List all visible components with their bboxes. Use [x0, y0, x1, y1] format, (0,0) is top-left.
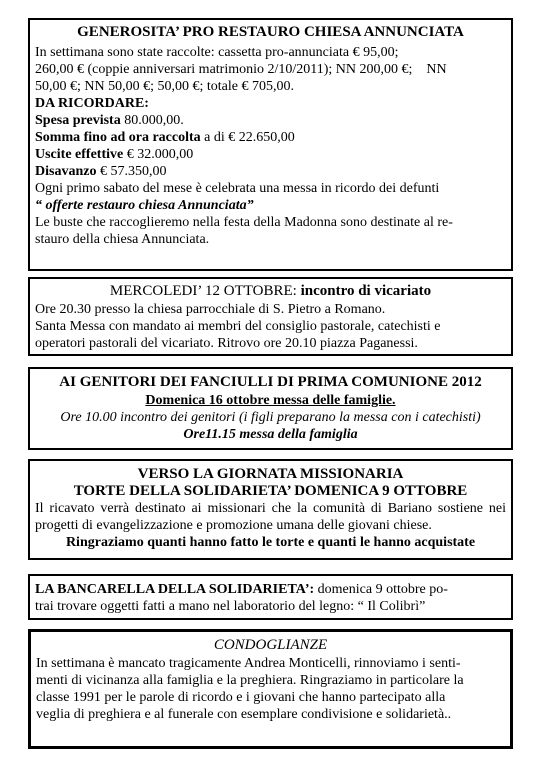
envelopes-line-2: stauro della chiesa Annunciata. [35, 232, 210, 247]
missionary-body: Il ricavato verrà destinato ai missionari che la comunità di Bariano sostiene nei progetti di evangelizzazione e promozione umana delle giovani chiese. [35, 501, 506, 533]
vicariate-line-3: operatori pastorali del vicariato. Ritrovo ore 20.10 piazza Paganessi. [35, 336, 418, 351]
disavanzo-value: € 57.350,00 [96, 164, 167, 179]
condolences-line-1: In settimana è mancato tragicamente Andrea Monticelli, rinnoviamo i senti- [36, 656, 461, 671]
vicariate-heading [35, 283, 506, 300]
uscite-row [35, 146, 506, 163]
disavanzo-label: Disavanzo [35, 164, 97, 179]
solidarity-stall-box [28, 574, 513, 620]
spesa-value: 80.000,00. [120, 113, 184, 128]
somma-label: Somma fino ad ora raccolta [35, 130, 201, 145]
vicariate-heading-rest: incontro di vicariato [296, 283, 432, 299]
parents-meeting: Ore 10.00 incontro dei genitori (i figli preparano la messa con i catechisti) [60, 410, 481, 425]
uscite-value: € 32.000,00 [123, 147, 194, 162]
condolences-line-2: menti di vicinanza alla famiglia e la preghiera. Ringraziamo in particolare la [36, 673, 464, 688]
donations-line-3: 50,00 €; NN 50,00 €; 50,00 €; totale € 705,00. [35, 79, 294, 94]
missionary-thanks: Ringraziamo quanti hanno fatto le torte e quanti le hanno acquistate [65, 535, 476, 550]
donations-line-2: 260,00 € (coppie anniversari matrimonio 2/10/2011); NN 200,00 €; NN [35, 62, 447, 77]
somma-value: a di € 22.650,00 [200, 130, 295, 145]
uscite-label: Uscite effettive [35, 147, 124, 162]
missionary-title-1: VERSO LA GIORNATA MISSIONARIA [137, 466, 404, 482]
vicariate-line-2: Santa Messa con mandato ai membri del consiglio pastorale, catechisti e [35, 319, 441, 334]
donations-title: GENEROSITA’ PRO RESTAURO CHIESA ANNUNCIATA [77, 24, 464, 40]
mass-line: Ogni primo sabato del mese è celebrata una messa in ricordo dei defunti [35, 181, 440, 196]
condolences-line-3: classe 1991 per le parole di ricordo e i giovani che hanno partecipato alla [36, 690, 446, 705]
stall-line-2: trai trovare oggetti fatti a mano nel laboratorio del legno: “ Il Colibrì” [35, 599, 426, 614]
mass-quote: “ offerte restauro chiesa Annunciata” [35, 198, 254, 213]
somma-row [35, 129, 506, 146]
disavanzo-row [35, 163, 506, 180]
vicariate-date: MERCOLEDI’ 12 OTTOBRE: [109, 283, 297, 299]
remember-heading: DA RICORDARE: [35, 96, 149, 111]
condolences-box [28, 629, 513, 749]
vicariate-box [28, 277, 513, 356]
stall-line-1 [35, 581, 506, 598]
condolences-line-4: veglia di preghiera e al funerale con esemplare condivisione e solidarietà.. [36, 707, 452, 722]
donations-box [28, 18, 513, 271]
missionary-box [28, 459, 513, 560]
family-mass-date: Domenica 16 ottobre messa delle famiglie. [145, 393, 396, 408]
condolences-title: CONDOGLIANZE [213, 637, 328, 653]
envelopes-line-1: Le buste che raccoglieremo nella festa della Madonna sono destinate al re- [35, 215, 453, 230]
donations-line-1: In settimana sono state raccolte: cassetta pro-annunciata € 95,00; [35, 45, 399, 60]
spesa-label: Spesa prevista [35, 113, 121, 128]
stall-heading: LA BANCARELLA DELLA SOLIDARIETA’: [35, 582, 315, 597]
missionary-title-2: TORTE DELLA SOLIDARIETA’ DOMENICA 9 OTTOBRE [73, 483, 468, 499]
first-communion-title: AI GENITORI DEI FANCIULLI DI PRIMA COMUNIONE 2012 [59, 374, 482, 390]
stall-line-1-rest: domenica 9 ottobre po- [314, 582, 448, 597]
first-communion-box [28, 367, 513, 450]
family-mass-time: Ore11.15 messa della famiglia [183, 427, 358, 442]
spesa-row [35, 112, 506, 129]
vicariate-line-1: Ore 20.30 presso la chiesa parrocchiale di S. Pietro a Romano. [35, 302, 386, 317]
